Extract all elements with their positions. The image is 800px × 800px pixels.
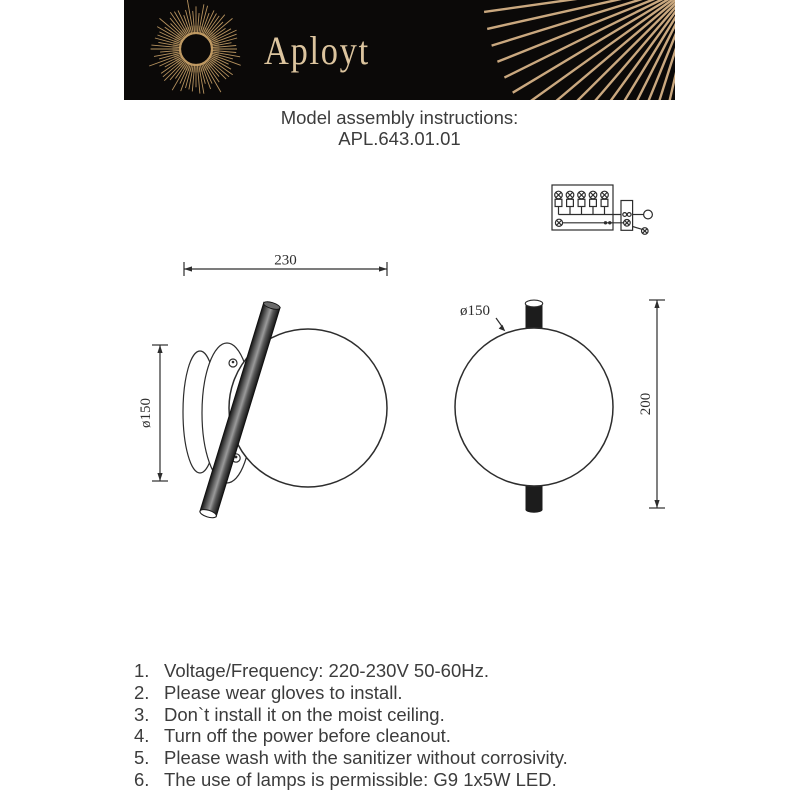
lamp-holder-symbol — [621, 201, 633, 231]
ground-screw-symbol — [642, 228, 649, 235]
instruction-number: 6. — [134, 768, 150, 790]
instruction-text: The use of lamps is permissible: G9 1x5W LED. — [164, 768, 557, 790]
instruction-number: 5. — [134, 747, 150, 769]
dimension-ball-diameter-label: ø150 — [460, 303, 490, 319]
dimension-plate-diameter — [138, 345, 168, 481]
instruction-item — [131, 660, 568, 682]
dimension-height-label: 200 — [638, 392, 654, 416]
wiring-diagram — [552, 185, 652, 234]
technical-drawing — [120, 168, 700, 583]
dimension-plate-diameter-label: ø150 — [138, 398, 154, 428]
instruction-text: Don`t install it on the moist ceiling. — [164, 703, 445, 725]
glass-ball-front — [455, 328, 613, 486]
instruction-number: 3. — [134, 703, 150, 725]
dimension-width-label: 230 — [274, 252, 297, 269]
brand-banner — [124, 0, 675, 100]
page-title: Model assembly instructions: — [280, 107, 519, 128]
instruction-number: 2. — [134, 681, 150, 703]
side-view — [138, 253, 387, 520]
dimension-ball-diameter — [460, 303, 505, 331]
instruction-item — [131, 682, 568, 704]
instruction-text: Please wash with the sanitizer without corrosivity. — [164, 747, 568, 769]
model-number: APL.643.01.01 — [338, 127, 461, 149]
title-block — [124, 108, 675, 149]
instruction-text: Voltage/Frequency: 220-230V 50-60Hz. — [164, 660, 489, 681]
lamp-symbol — [644, 210, 653, 219]
instruction-item — [131, 747, 568, 769]
instruction-item — [131, 725, 568, 747]
front-view — [455, 300, 665, 513]
instruction-number: 1. — [134, 660, 150, 681]
instruction-item — [131, 769, 568, 791]
dimension-height — [638, 300, 665, 508]
instructions-list — [131, 660, 568, 791]
instruction-item — [131, 704, 568, 726]
instruction-number: 4. — [134, 725, 150, 747]
instruction-text: Please wear gloves to install. — [164, 681, 403, 703]
corner-rays-icon — [124, 0, 675, 100]
brand-wordmark: Aployt — [264, 27, 370, 73]
rod-stub-bottom — [526, 486, 543, 510]
instruction-text: Turn off the power before cleanout. — [164, 725, 451, 747]
dimension-width — [184, 253, 387, 277]
